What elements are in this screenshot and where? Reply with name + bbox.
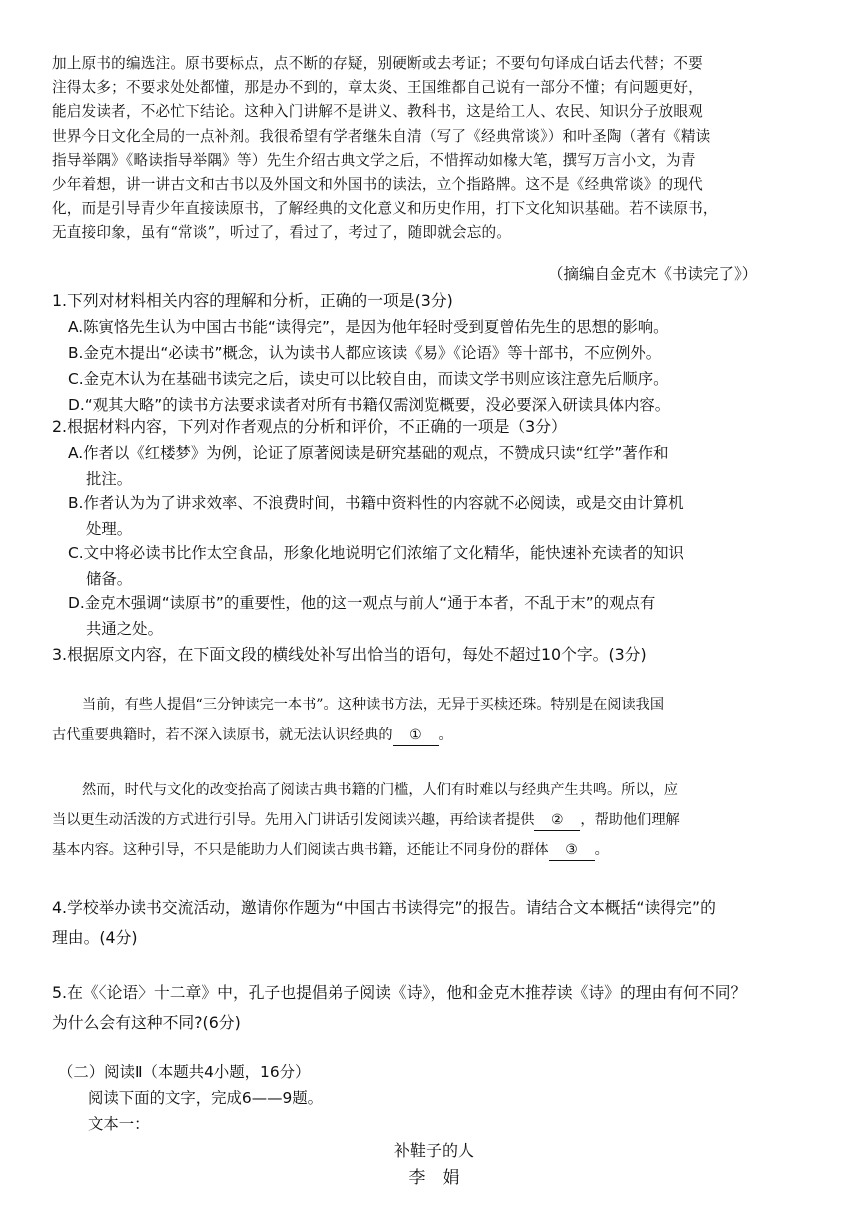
q2-option-d bbox=[68, 590, 828, 642]
q2-option-d-line2: 共通之处。 bbox=[86, 620, 163, 638]
q1-option-d: D.“观其大略”的读书方法要求读者对所有书籍仅需浏览概要，没必要深入研读具体内容。 bbox=[68, 396, 671, 414]
passage-line: 注得太多；不要求处处都懂，那是办不到的，章太炎、王国维都自己说有一部分不懂；有问题更好， bbox=[52, 79, 703, 97]
question-5-line2: 为什么会有这种不同?(6分) bbox=[52, 1013, 241, 1032]
blank-1[interactable]: ① bbox=[393, 725, 439, 746]
q2-option-a bbox=[68, 440, 828, 492]
q3-para2-end: 。 bbox=[594, 842, 609, 858]
q3-para2-text: 当以更生动活泼的方式进行引导。先用入门讲话引发阅读兴趣，再给读者提供 bbox=[52, 812, 535, 828]
q2-option-a-line2: 批注。 bbox=[86, 470, 133, 488]
q2-option-c bbox=[68, 540, 828, 592]
q2-option-c-line1: C.文中将必读书比作太空食品，形象化地说明它们浓缩了文化精华，能快速补充读者的知识 bbox=[68, 544, 684, 562]
story-author: 李 娟 bbox=[408, 1168, 460, 1188]
q2-option-c-line2: 储备。 bbox=[86, 570, 133, 588]
section-2-heading: （二）阅读Ⅱ（本题共4小题，16分） bbox=[58, 1063, 311, 1081]
q3-para2-line2 bbox=[52, 805, 827, 835]
passage-line: 无直接印象，虽有“常谈”，听过了，看过了，考过了，随即就会忘的。 bbox=[52, 224, 512, 242]
q1-option-c: C.金克木认为在基础书读完之后，读史可以比较自由，而读文学书则应该注意先后顺序。 bbox=[68, 370, 669, 388]
q3-para2-text-cont: ，帮助他们理解 bbox=[580, 812, 680, 828]
q3-para1-line2 bbox=[52, 720, 827, 750]
passage-paragraph bbox=[52, 52, 824, 246]
passage-line: 指导举隅》《略读指导举隅》等）先生介绍古典文学之后，不惜挥动如椽大笔，撰写万言小文，为青 bbox=[52, 151, 696, 169]
q2-option-b-line2: 处理。 bbox=[86, 520, 133, 538]
q3-para1-end: 。 bbox=[438, 727, 453, 743]
q2-option-b-line1: B.作者认为为了讲求效率、不浪费时间，书籍中资料性的内容就不必阅读，或是交由计算机 bbox=[68, 494, 684, 512]
q2-option-d-line1: D.金克木强调“读原书”的重要性，他的这一观点与前人“通于本者，不乱于末”的观点有 bbox=[68, 594, 656, 612]
q1-option-a: A.陈寅恪先生认为中国古书能“读得完”，是因为他年轻时受到夏曾佑先生的思想的影响。 bbox=[68, 318, 669, 336]
question-2-stem: 2.根据材料内容，下列对作者观点的分析和评价，不正确的一项是（3分） bbox=[52, 417, 567, 436]
section-2-instruction: 阅读下面的文字，完成6——9题。 bbox=[88, 1089, 324, 1107]
story-title: 补鞋子的人 bbox=[393, 1141, 474, 1160]
q3-para2-text-end: 基本内容。这种引导，不只是能助力人们阅读古典书籍，还能让不同身份的群体 bbox=[52, 842, 549, 858]
q3-paragraph-2 bbox=[52, 775, 827, 865]
q3-para2-line1: 然而，时代与文化的改变抬高了阅读古典书籍的门槛，人们有时难以与经典产生共鸣。所以，应 bbox=[82, 782, 678, 798]
q2-option-a-line1: A.作者以《红楼梦》为例，论证了原著阅读是研究基础的观点，不赞成只读“红学”著作和 bbox=[68, 444, 669, 462]
passage-line: 加上原书的编选注。原书要标点，点不断的存疑，别硬断或去考证；不要句句译成白话去代替；不要 bbox=[52, 55, 703, 72]
blank-2[interactable]: ② bbox=[534, 810, 580, 831]
blank-3[interactable]: ③ bbox=[549, 840, 595, 861]
text-label: 文本一： bbox=[88, 1115, 150, 1133]
passage-source: （摘编自金克木《书读完了》） bbox=[548, 265, 758, 283]
question-4-line2: 理由。(4分) bbox=[52, 928, 138, 947]
question-5-line1: 5.在《〈论语〉十二章》中，孔子也提倡弟子阅读《诗》，他和金克木推荐读《诗》的理由有何不同？ bbox=[52, 983, 747, 1002]
passage-line: 世界今日文化全局的一点补剂。我很希望有学者继朱自清（写了《经典常谈》）和叶圣陶（著有《精读 bbox=[52, 127, 711, 145]
question-4-line1: 4.学校举办读书交流活动，邀请你作题为“中国古书读得完”的报告。请结合文本概括“读得完”的 bbox=[52, 898, 716, 917]
q3-paragraph-1 bbox=[52, 690, 827, 750]
q3-para1-line1: 当前，有些人提倡“三分钟读完一本书”。这种读书方法，无异于买椟还珠。特别是在阅读我国 bbox=[82, 697, 665, 713]
q2-option-b bbox=[68, 490, 828, 542]
q1-option-b: B.金克木提出“必读书”概念，认为读书人都应该读《易》《论语》等十部书，不应例外。 bbox=[68, 344, 662, 362]
passage-line: 化，而是引导青少年直接读原书，了解经典的文化意义和历史作用，打下文化知识基础。若不读原书， bbox=[52, 200, 718, 218]
question-1-stem: 1.下列对材料相关内容的理解和分析，正确的一项是(3分) bbox=[52, 291, 453, 310]
q3-para1-text: 古代重要典籍时，若不深入读原书，就无法认识经典的 bbox=[52, 727, 393, 743]
passage-line: 能启发读者，不必忙下结论。这种入门讲解不是讲义、教科书，这是给工人、农民、知识分子放眼观 bbox=[52, 103, 703, 121]
q3-para2-line3 bbox=[52, 835, 827, 865]
question-3-stem: 3.根据原文内容，在下面文段的横线处补写出恰当的语句，每处不超过10个字。(3分) bbox=[52, 645, 647, 664]
passage-line: 少年着想，讲一讲古文和古书以及外国文和外国书的读法，立个指路牌。这不是《经典常谈》的现代 bbox=[52, 176, 703, 194]
